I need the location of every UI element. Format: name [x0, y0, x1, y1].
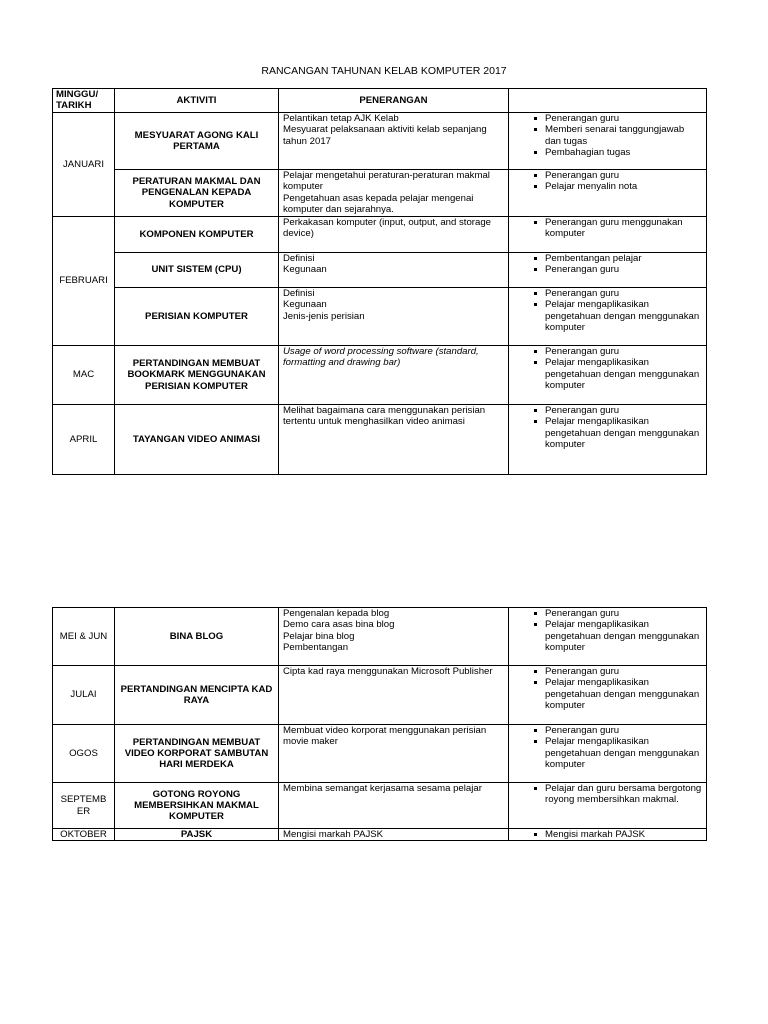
activity-cell: MESYUARAT AGONG KALI PERTAMA	[115, 113, 279, 170]
description-line: Pengetahuan asas kepada pelajar mengenai komputer dan sejarahnya.	[283, 192, 474, 215]
method-item: Mengisi markah PAJSK	[513, 829, 702, 840]
table-row	[53, 829, 707, 841]
activity-cell: TAYANGAN VIDEO ANIMASI	[115, 405, 279, 475]
description-line: Definisi	[283, 253, 315, 264]
description-cell	[279, 113, 509, 170]
month-cell: JULAI	[53, 666, 115, 725]
method-cell	[509, 288, 707, 346]
method-item: Pembahagian tugas	[513, 147, 702, 158]
description-line: Kegunaan	[283, 299, 327, 311]
description-line: Jenis-jenis perisian	[283, 310, 365, 322]
method-item: Penerangan guru	[513, 288, 702, 299]
description-cell	[279, 346, 509, 405]
description-line: Membina semangat kerjasama sesama pelajar	[283, 783, 482, 794]
table-row	[53, 253, 707, 288]
month-cell: OGOS	[53, 725, 115, 783]
method-item: Pelajar mengaplikasikan pengetahuan dengan menggunakan komputer	[513, 416, 702, 450]
method-item: Penerangan guru menggunakan komputer	[513, 217, 702, 240]
method-item: Pelajar mengaplikasikan pengetahuan dengan menggunakan komputer	[513, 357, 702, 391]
method-item: Penerangan guru	[513, 725, 702, 736]
method-item: Penerangan guru	[513, 264, 702, 275]
method-cell	[509, 725, 707, 783]
description-line: Perkakasan komputer (input, output, and storage device)	[283, 217, 491, 240]
description-line: Mesyuarat pelaksanaan aktiviti kelab sepanjang tahun 2017	[283, 124, 487, 147]
activity-cell: PERISIAN KOMPUTER	[115, 288, 279, 346]
description-line: Pelajar mengetahui peraturan-peraturan makmal komputer	[283, 170, 490, 193]
method-item: Penerangan guru	[513, 405, 702, 416]
method-item: Pembentangan pelajar	[513, 253, 702, 264]
method-item: Penerangan guru	[513, 170, 702, 181]
description-line: Melihat bagaimana cara menggunakan perisian tertentu untuk menghasilkan video animasi	[283, 405, 486, 428]
table-row	[53, 217, 707, 253]
description-line: Pengenalan kepada blog	[283, 608, 390, 619]
method-item: Pelajar dan guru bersama bergotong royong membersihkan makmal.	[513, 783, 702, 806]
header-minggu-tarikh: MINGGU/ TARIKH	[53, 89, 115, 113]
description-line: Membuat video korporat menggunakan perisian movie maker	[283, 725, 487, 748]
description-line: Demo cara asas bina blog	[283, 619, 395, 631]
month-cell: APRIL	[53, 405, 115, 475]
description-cell	[279, 288, 509, 346]
table-row	[53, 405, 707, 475]
month-cell: OKTOBER	[53, 829, 115, 841]
method-item: Pelajar menyalin nota	[513, 181, 702, 192]
method-item: Pelajar mengaplikasikan pengetahuan dengan menggunakan komputer	[513, 619, 702, 653]
description-cell	[279, 170, 509, 217]
method-cell	[509, 783, 707, 829]
month-cell: FEBRUARI	[53, 217, 115, 346]
method-cell	[509, 217, 707, 253]
activity-cell: GOTONG ROYONG MEMBERSIHKAN MAKMAL KOMPUTER	[115, 783, 279, 829]
activity-cell: KOMPONEN KOMPUTER	[115, 217, 279, 253]
annual-plan-table-2	[52, 607, 707, 841]
description-cell	[279, 405, 509, 475]
header-aktiviti: AKTIVITI	[115, 89, 279, 113]
month-cell: MAC	[53, 346, 115, 405]
method-cell	[509, 346, 707, 405]
month-cell: MEI & JUN	[53, 608, 115, 666]
activity-cell: PERTANDINGAN MEMBUAT BOOKMARK MENGGUNAKAN PERISIAN KOMPUTER	[115, 346, 279, 405]
description-line: Usage of word processing software (standard, formatting and drawing bar)	[283, 346, 479, 369]
table-row	[53, 288, 707, 346]
description-line: Pelajar bina blog	[283, 630, 355, 642]
description-cell	[279, 608, 509, 666]
method-item: Pelajar mengaplikasikan pengetahuan dengan menggunakan komputer	[513, 677, 702, 711]
description-line: Mengisi markah PAJSK	[283, 829, 384, 840]
description-line: Pelantikan tetap AJK Kelab	[283, 113, 399, 124]
method-cell	[509, 829, 707, 841]
method-item: Pelajar mengaplikasikan pengetahuan dengan menggunakan komputer	[513, 736, 702, 770]
annual-plan-table-1	[52, 88, 707, 475]
method-item: Penerangan guru	[513, 608, 702, 619]
method-cell	[509, 170, 707, 217]
method-item: Pelajar mengaplikasikan pengetahuan dengan menggunakan komputer	[513, 299, 702, 333]
table-header-row	[53, 89, 707, 113]
table-row	[53, 346, 707, 405]
table-row	[53, 608, 707, 666]
method-cell	[509, 405, 707, 475]
description-cell	[279, 666, 509, 725]
method-cell	[509, 666, 707, 725]
activity-cell: PAJSK	[115, 829, 279, 841]
table-row	[53, 725, 707, 783]
method-cell	[509, 113, 707, 170]
description-line: Definisi	[283, 288, 315, 299]
method-item: Penerangan guru	[513, 666, 702, 677]
description-line: Cipta kad raya menggunakan Microsoft Publisher	[283, 666, 493, 677]
month-cell: JANUARI	[53, 113, 115, 217]
header-kaedah	[509, 89, 707, 113]
method-cell	[509, 253, 707, 288]
method-cell	[509, 608, 707, 666]
table-row	[53, 113, 707, 170]
activity-cell: PERTANDINGAN MENCIPTA KAD RAYA	[115, 666, 279, 725]
description-cell	[279, 783, 509, 829]
activity-cell: PERTANDINGAN MEMBUAT VIDEO KORPORAT SAMBUTAN HARI MERDEKA	[115, 725, 279, 783]
description-line: Pembentangan	[283, 641, 349, 653]
method-item: Memberi senarai tanggungjawab dan tugas	[513, 124, 702, 147]
table-row	[53, 170, 707, 217]
description-cell	[279, 725, 509, 783]
method-item: Penerangan guru	[513, 346, 702, 357]
description-line: Kegunaan	[283, 264, 327, 276]
table-row	[53, 783, 707, 829]
activity-cell: BINA BLOG	[115, 608, 279, 666]
table-row	[53, 666, 707, 725]
activity-cell: UNIT SISTEM (CPU)	[115, 253, 279, 288]
description-cell	[279, 253, 509, 288]
document-title: RANCANGAN TAHUNAN KELAB KOMPUTER 2017	[261, 65, 507, 77]
header-penerangan: PENERANGAN	[279, 89, 509, 113]
method-item: Penerangan guru	[513, 113, 702, 124]
month-cell: SEPTEMB ER	[53, 783, 115, 829]
description-cell	[279, 829, 509, 841]
description-cell	[279, 217, 509, 253]
activity-cell: PERATURAN MAKMAL DAN PENGENALAN KEPADA KOMPUTER	[115, 170, 279, 217]
